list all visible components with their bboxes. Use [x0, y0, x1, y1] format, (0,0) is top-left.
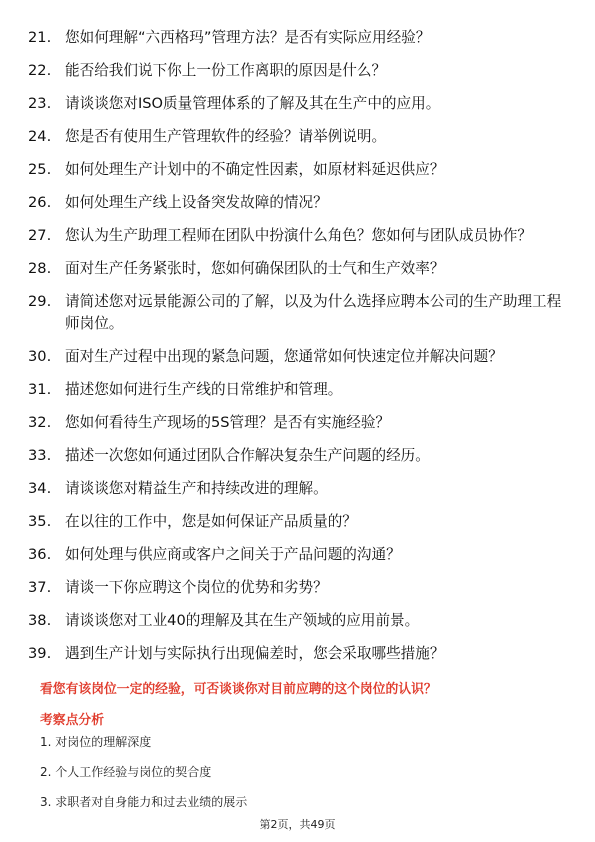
question-number: 35. — [28, 513, 52, 530]
question-text: 能否给我们说下你上一份工作离职的原因是什么？ — [65, 62, 387, 79]
question-item — [28, 60, 568, 82]
question-text: 遇到生产计划与实际执行出现偏差时，您会采取哪些措施？ — [65, 645, 445, 662]
question-text: 请简述您对远景能源公司的了解，以及为什么选择应聘本公司的生产助理工程师岗位。 — [65, 293, 562, 332]
analysis-point: 1. 对岗位的理解深度 — [40, 735, 152, 749]
question-text: 您是否有使用生产管理软件的经验？请举例说明。 — [65, 128, 387, 145]
question-text: 您如何理解“六西格玛”管理方法？是否有实际应用经验？ — [65, 29, 431, 46]
question-text: 请谈谈您对工业40的理解及其在生产领域的应用前景。 — [65, 612, 420, 629]
question-item — [28, 412, 568, 434]
analysis-point: 2. 个人工作经验与岗位的契合度 — [40, 765, 212, 779]
question-number: 25. — [28, 161, 52, 178]
question-text: 在以往的工作中，您是如何保证产品质量的？ — [65, 513, 357, 530]
question-item — [28, 544, 568, 566]
question-item — [28, 478, 568, 500]
question-text: 请谈一下你应聘这个岗位的优势和劣势？ — [65, 579, 328, 596]
highlight-question: 看您有该岗位一定的经验，可否谈谈你对目前应聘的这个岗位的认识？ — [40, 682, 437, 697]
question-item — [28, 258, 568, 280]
analysis-title: 考察点分析 — [40, 713, 104, 728]
question-number: 38. — [28, 612, 52, 629]
question-number: 34. — [28, 480, 52, 497]
question-number: 23. — [28, 95, 52, 112]
question-text: 您如何看待生产现场的5S管理？是否有实施经验？ — [65, 414, 391, 431]
question-item — [28, 126, 568, 148]
question-item — [28, 643, 568, 665]
question-number: 36. — [28, 546, 52, 563]
question-item — [28, 577, 568, 599]
question-item — [28, 27, 568, 49]
question-item — [28, 445, 568, 467]
analysis-points — [40, 734, 247, 824]
question-number: 28. — [28, 260, 52, 277]
question-number: 26. — [28, 194, 52, 211]
question-number: 21. — [28, 29, 52, 46]
question-number: 39. — [28, 645, 52, 662]
question-number: 32. — [28, 414, 52, 431]
question-number: 37. — [28, 579, 52, 596]
analysis-point: 3. 求职者对自身能力和过去业绩的展示 — [40, 795, 248, 809]
question-number: 31. — [28, 381, 52, 398]
question-item — [28, 346, 568, 368]
question-text: 您认为生产助理工程师在团队中扮演什么角色？您如何与团队成员协作？ — [65, 227, 533, 244]
question-text: 请谈谈您对精益生产和持续改进的理解。 — [65, 480, 328, 497]
question-item — [28, 511, 568, 533]
question-text: 面对生产过程中出现的紧急问题，您通常如何快速定位并解决问题？ — [65, 348, 503, 365]
question-text: 如何处理生产计划中的不确定性因素，如原材料延迟供应？ — [65, 161, 445, 178]
question-number: 24. — [28, 128, 52, 145]
question-number: 22. — [28, 62, 52, 79]
question-item — [28, 610, 568, 632]
question-list — [28, 27, 568, 676]
question-text: 如何处理与供应商或客户之间关于产品问题的沟通？ — [65, 546, 401, 563]
question-item — [28, 291, 568, 335]
question-item — [28, 225, 568, 247]
question-text: 面对生产任务紧张时，您如何确保团队的士气和生产效率？ — [65, 260, 445, 277]
question-item — [28, 379, 568, 401]
question-text: 如何处理生产线上设备突发故障的情况？ — [65, 194, 328, 211]
question-item — [28, 192, 568, 214]
page-footer: 第2页，共49页 — [259, 818, 336, 831]
question-text: 描述您如何进行生产线的日常维护和管理。 — [65, 381, 343, 398]
question-item — [28, 93, 568, 115]
question-text: 描述一次您如何通过团队合作解决复杂生产问题的经历。 — [65, 447, 430, 464]
question-number: 27. — [28, 227, 52, 244]
question-number: 30. — [28, 348, 52, 365]
question-number: 29. — [28, 293, 52, 310]
question-item — [28, 159, 568, 181]
question-number: 33. — [28, 447, 52, 464]
question-text: 请谈谈您对ISO质量管理体系的了解及其在生产中的应用。 — [65, 95, 441, 112]
